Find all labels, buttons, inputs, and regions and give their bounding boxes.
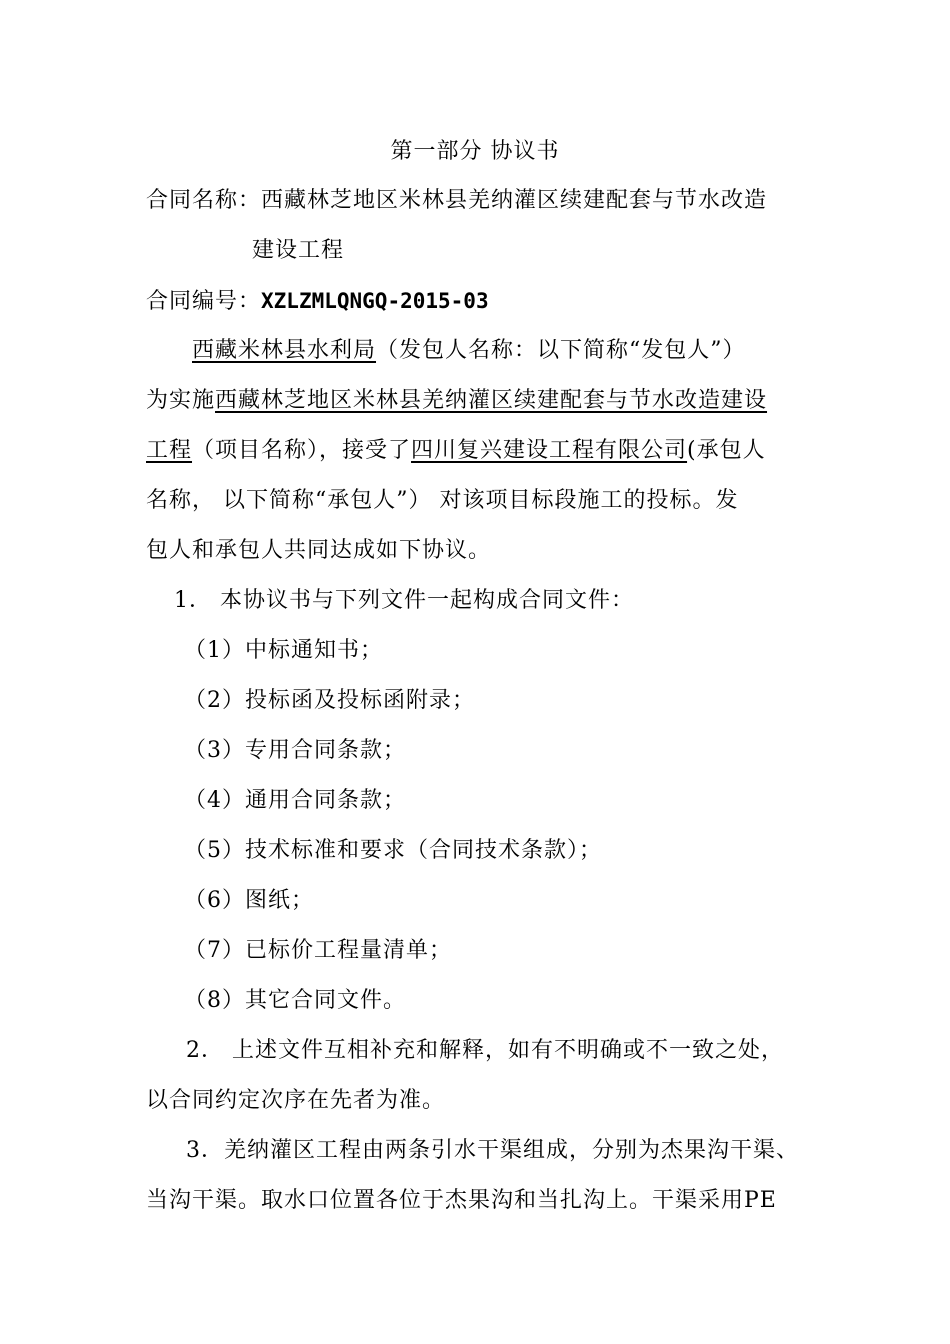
- item-3-line-2: [146, 1186, 950, 1216]
- para1-line-2: [146, 386, 950, 416]
- contract-number-line: [146, 286, 950, 317]
- contract-name-label: 合同名称：: [146, 188, 262, 213]
- project-name-part-2: 工程: [146, 438, 193, 463]
- para1-line-4-text: 名称， 以下简称“承包人”） 对该项目标段施工的投标。发: [146, 488, 739, 513]
- contract-name-value-1: 西藏林芝地区米林县羌纳灌区续建配套与节水改造: [261, 188, 768, 213]
- contract-name-line-1: [146, 186, 950, 216]
- list-item: [184, 736, 950, 766]
- para1-line-3-mid: （项目名称），接受了: [192, 438, 412, 463]
- contractor-name: 四川复兴建设工程有限公司: [411, 438, 688, 463]
- list-item-text: （8）其它合同文件。: [184, 988, 406, 1013]
- contract-name-line-2: [252, 236, 950, 266]
- contract-number-label: 合同编号：: [146, 289, 262, 314]
- list-item: [184, 686, 950, 716]
- list-item-text: （7）已标价工程量清单；: [184, 938, 452, 963]
- list-item-text: （2）投标函及投标函附录；: [184, 688, 475, 713]
- item-3-text-1: 3．羌纳灌区工程由两条引水干渠组成，分别为杰果沟干渠、: [186, 1138, 799, 1163]
- item-2-line-1: [186, 1036, 950, 1066]
- item-1-text: 1． 本协议书与下列文件一起构成合同文件：: [174, 588, 634, 613]
- employer-name: 西藏米林县水利局: [192, 338, 377, 363]
- document-heading: [0, 137, 950, 167]
- heading-text: 第一部分 协议书: [390, 139, 560, 164]
- list-item-text: （6）图纸；: [184, 888, 314, 913]
- contract-name-value-2: 建设工程: [252, 238, 345, 263]
- list-item: [184, 886, 950, 916]
- list-item: [184, 986, 950, 1016]
- para1-line-4: [146, 486, 950, 516]
- list-item-text: （3）专用合同条款；: [184, 738, 406, 763]
- list-item-text: （5）技术标准和要求（合同技术条款）；: [184, 838, 602, 863]
- list-item: [184, 636, 950, 666]
- project-name-part-1: 西藏林芝地区米林县羌纳灌区续建配套与节水改造建设: [215, 388, 768, 413]
- para1-line-5: [146, 536, 950, 566]
- para1-line-3: [146, 436, 950, 466]
- para1-line-5-text: 包人和承包人共同达成如下协议。: [146, 538, 492, 563]
- para1-line-1-rest: （发包人名称：以下简称“发包人”）: [376, 338, 746, 363]
- list-item: [184, 936, 950, 966]
- item-2-text-1: 2． 上述文件互相补充和解释，如有不明确或不一致之处，: [186, 1038, 784, 1063]
- item-2-text-2: 以合同约定次序在先者为准。: [146, 1088, 446, 1113]
- item-1: [174, 586, 950, 616]
- list-item-text: （1）中标通知书；: [184, 638, 383, 663]
- list-item: [184, 836, 950, 866]
- item-3-line-1: [186, 1136, 950, 1166]
- list-item-text: （4）通用合同条款；: [184, 788, 406, 813]
- para1-line-2-prefix: 为实施: [146, 388, 216, 413]
- contract-number-value: XZLZMLQNGQ-2015-03: [261, 289, 489, 313]
- item-3-text-2: 当沟干渠。取水口位置各位于杰果沟和当扎沟上。干渠采用PE: [146, 1188, 777, 1213]
- para1-line-3-suffix: (承包人: [687, 438, 766, 463]
- item-2-line-2: [146, 1086, 950, 1116]
- para1-line-1: [192, 336, 950, 366]
- list-item: [184, 786, 950, 816]
